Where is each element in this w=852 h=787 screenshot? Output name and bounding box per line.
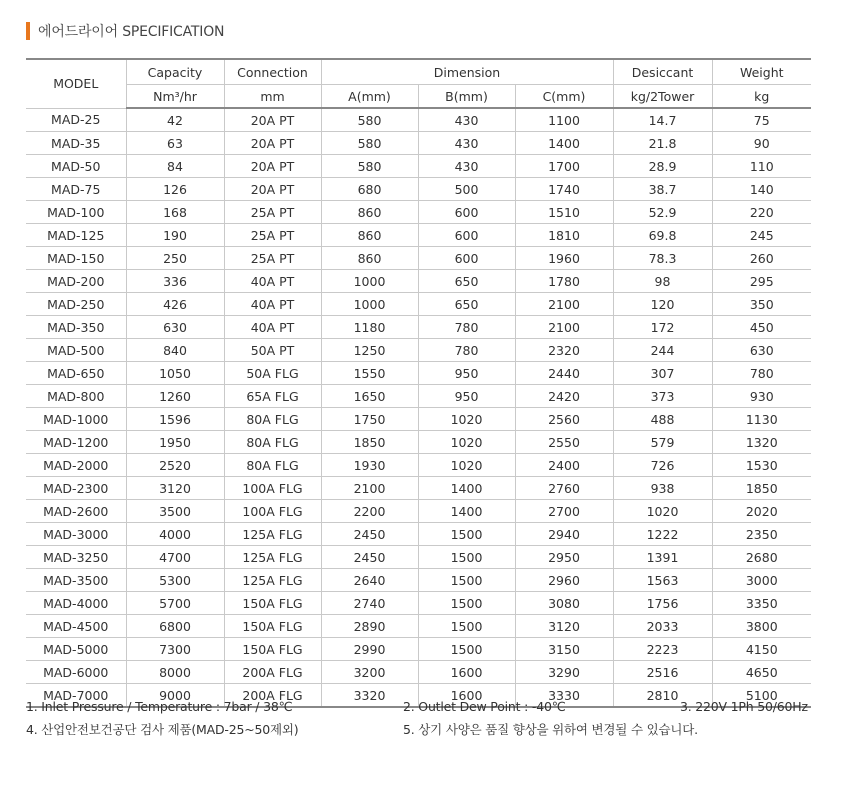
table-row [26, 339, 811, 362]
cell-dim-c: 2100 [515, 293, 613, 316]
table-row [26, 108, 811, 132]
cell-dim-b: 430 [418, 155, 515, 178]
cell-dim-a: 580 [321, 108, 418, 132]
cell-capacity: 84 [126, 155, 224, 178]
cell-capacity: 9000 [126, 684, 224, 708]
cell-dim-b: 1500 [418, 638, 515, 661]
table-row [26, 155, 811, 178]
cell-dim-c: 1100 [515, 108, 613, 132]
cell-dim-b: 430 [418, 108, 515, 132]
cell-weight: 4150 [712, 638, 811, 661]
cell-desiccant: 38.7 [613, 178, 712, 201]
cell-desiccant: 726 [613, 454, 712, 477]
header-connection: Connection [224, 59, 321, 85]
cell-desiccant: 244 [613, 339, 712, 362]
cell-desiccant: 1222 [613, 523, 712, 546]
cell-dim-c: 3080 [515, 592, 613, 615]
note-power: 3. 220V 1Ph 50/60Hz [680, 699, 808, 714]
cell-dim-a: 1180 [321, 316, 418, 339]
cell-desiccant: 120 [613, 293, 712, 316]
cell-desiccant: 21.8 [613, 132, 712, 155]
cell-dim-a: 2200 [321, 500, 418, 523]
cell-weight: 75 [712, 108, 811, 132]
cell-capacity: 126 [126, 178, 224, 201]
cell-connection: 20A PT [224, 155, 321, 178]
cell-model: MAD-1000 [26, 408, 126, 431]
cell-model: MAD-35 [26, 132, 126, 155]
cell-capacity: 4700 [126, 546, 224, 569]
cell-dim-b: 1400 [418, 477, 515, 500]
cell-model: MAD-350 [26, 316, 126, 339]
cell-connection: 125A FLG [224, 523, 321, 546]
cell-dim-a: 1850 [321, 431, 418, 454]
cell-dim-c: 2550 [515, 431, 613, 454]
note-spec-change: 5. 상기 사양은 품질 향상을 위하여 변경될 수 있습니다. [403, 722, 698, 737]
cell-capacity: 5300 [126, 569, 224, 592]
cell-weight: 1850 [712, 477, 811, 500]
cell-capacity: 250 [126, 247, 224, 270]
cell-dim-a: 580 [321, 132, 418, 155]
cell-capacity: 6800 [126, 615, 224, 638]
cell-weight: 90 [712, 132, 811, 155]
table-row [26, 592, 811, 615]
cell-weight: 1320 [712, 431, 811, 454]
cell-desiccant: 2810 [613, 684, 712, 708]
table-row [26, 546, 811, 569]
spec-table [26, 58, 811, 708]
table-row [26, 569, 811, 592]
cell-dim-c: 3330 [515, 684, 613, 708]
table-row [26, 408, 811, 431]
cell-desiccant: 1391 [613, 546, 712, 569]
cell-model: MAD-6000 [26, 661, 126, 684]
cell-weight: 1530 [712, 454, 811, 477]
table-row [26, 270, 811, 293]
cell-desiccant: 938 [613, 477, 712, 500]
cell-dim-c: 3120 [515, 615, 613, 638]
cell-capacity: 1596 [126, 408, 224, 431]
cell-connection: 40A PT [224, 293, 321, 316]
cell-dim-c: 2100 [515, 316, 613, 339]
cell-desiccant: 98 [613, 270, 712, 293]
cell-dim-b: 1500 [418, 569, 515, 592]
cell-dim-a: 1000 [321, 270, 418, 293]
cell-capacity: 426 [126, 293, 224, 316]
table-row [26, 132, 811, 155]
table-row [26, 201, 811, 224]
cell-dim-b: 600 [418, 201, 515, 224]
cell-desiccant: 373 [613, 385, 712, 408]
cell-weight: 5100 [712, 684, 811, 708]
cell-model: MAD-2300 [26, 477, 126, 500]
table-row [26, 431, 811, 454]
cell-dim-b: 1500 [418, 592, 515, 615]
cell-dim-c: 1780 [515, 270, 613, 293]
title-accent-bar [26, 22, 30, 40]
cell-dim-a: 1000 [321, 293, 418, 316]
table-row [26, 477, 811, 500]
cell-desiccant: 14.7 [613, 108, 712, 132]
header-dimension-a: A(mm) [321, 85, 418, 109]
cell-connection: 20A PT [224, 178, 321, 201]
cell-desiccant: 1756 [613, 592, 712, 615]
cell-desiccant: 1020 [613, 500, 712, 523]
table-row [26, 454, 811, 477]
cell-dim-c: 2420 [515, 385, 613, 408]
cell-dim-c: 3150 [515, 638, 613, 661]
cell-weight: 295 [712, 270, 811, 293]
cell-dim-c: 1810 [515, 224, 613, 247]
cell-dim-c: 2940 [515, 523, 613, 546]
header-dimension-b: B(mm) [418, 85, 515, 109]
cell-dim-a: 2100 [321, 477, 418, 500]
cell-dim-c: 2400 [515, 454, 613, 477]
cell-capacity: 168 [126, 201, 224, 224]
cell-model: MAD-1200 [26, 431, 126, 454]
cell-weight: 350 [712, 293, 811, 316]
cell-dim-c: 1960 [515, 247, 613, 270]
cell-model: MAD-3250 [26, 546, 126, 569]
cell-model: MAD-7000 [26, 684, 126, 708]
cell-desiccant: 488 [613, 408, 712, 431]
cell-model: MAD-3500 [26, 569, 126, 592]
cell-weight: 260 [712, 247, 811, 270]
cell-connection: 200A FLG [224, 684, 321, 708]
cell-dim-c: 2560 [515, 408, 613, 431]
cell-dim-a: 860 [321, 247, 418, 270]
cell-connection: 100A FLG [224, 477, 321, 500]
note-inlet-pressure: 1. Inlet Pressure / Temperature : 7bar / 38℃ [26, 699, 293, 714]
cell-model: MAD-500 [26, 339, 126, 362]
cell-connection: 50A FLG [224, 362, 321, 385]
header-model: MODEL [26, 59, 126, 108]
cell-weight: 220 [712, 201, 811, 224]
cell-weight: 2020 [712, 500, 811, 523]
cell-dim-b: 950 [418, 362, 515, 385]
cell-connection: 20A PT [224, 108, 321, 132]
cell-dim-a: 1650 [321, 385, 418, 408]
cell-dim-b: 1500 [418, 523, 515, 546]
header-desiccant-unit: kg/2Tower [613, 85, 712, 109]
cell-model: MAD-2000 [26, 454, 126, 477]
cell-connection: 150A FLG [224, 592, 321, 615]
cell-dim-a: 1930 [321, 454, 418, 477]
cell-model: MAD-200 [26, 270, 126, 293]
cell-connection: 200A FLG [224, 661, 321, 684]
cell-weight: 245 [712, 224, 811, 247]
cell-dim-a: 680 [321, 178, 418, 201]
cell-dim-b: 650 [418, 270, 515, 293]
cell-desiccant: 2033 [613, 615, 712, 638]
cell-dim-c: 2960 [515, 569, 613, 592]
cell-model: MAD-650 [26, 362, 126, 385]
cell-desiccant: 579 [613, 431, 712, 454]
cell-desiccant: 172 [613, 316, 712, 339]
cell-desiccant: 52.9 [613, 201, 712, 224]
cell-dim-c: 2700 [515, 500, 613, 523]
cell-weight: 780 [712, 362, 811, 385]
cell-model: MAD-50 [26, 155, 126, 178]
table-row [26, 523, 811, 546]
cell-weight: 450 [712, 316, 811, 339]
cell-dim-b: 1020 [418, 408, 515, 431]
cell-model: MAD-250 [26, 293, 126, 316]
cell-model: MAD-150 [26, 247, 126, 270]
cell-desiccant: 2516 [613, 661, 712, 684]
table-row [26, 615, 811, 638]
cell-dim-a: 3200 [321, 661, 418, 684]
table-row [26, 316, 811, 339]
cell-dim-a: 1550 [321, 362, 418, 385]
cell-connection: 125A FLG [224, 546, 321, 569]
table-row [26, 224, 811, 247]
cell-connection: 80A FLG [224, 408, 321, 431]
cell-desiccant: 1563 [613, 569, 712, 592]
header-weight-unit: kg [712, 85, 811, 109]
cell-capacity: 7300 [126, 638, 224, 661]
cell-capacity: 336 [126, 270, 224, 293]
header-desiccant: Desiccant [613, 59, 712, 85]
cell-model: MAD-25 [26, 108, 126, 132]
cell-connection: 150A FLG [224, 615, 321, 638]
cell-dim-b: 500 [418, 178, 515, 201]
cell-connection: 40A PT [224, 316, 321, 339]
cell-model: MAD-5000 [26, 638, 126, 661]
cell-dim-c: 2950 [515, 546, 613, 569]
cell-dim-b: 1600 [418, 661, 515, 684]
cell-dim-b: 600 [418, 247, 515, 270]
header-capacity: Capacity [126, 59, 224, 85]
cell-capacity: 4000 [126, 523, 224, 546]
cell-model: MAD-3000 [26, 523, 126, 546]
cell-dim-a: 2450 [321, 546, 418, 569]
cell-desiccant: 69.8 [613, 224, 712, 247]
cell-dim-b: 950 [418, 385, 515, 408]
cell-connection: 125A FLG [224, 569, 321, 592]
cell-weight: 2680 [712, 546, 811, 569]
cell-capacity: 1260 [126, 385, 224, 408]
cell-dim-a: 1750 [321, 408, 418, 431]
cell-dim-b: 1400 [418, 500, 515, 523]
cell-dim-a: 2990 [321, 638, 418, 661]
cell-dim-a: 2890 [321, 615, 418, 638]
cell-connection: 25A PT [224, 224, 321, 247]
cell-model: MAD-800 [26, 385, 126, 408]
cell-weight: 930 [712, 385, 811, 408]
cell-dim-a: 580 [321, 155, 418, 178]
cell-capacity: 190 [126, 224, 224, 247]
cell-dim-c: 2440 [515, 362, 613, 385]
cell-desiccant: 2223 [613, 638, 712, 661]
cell-model: MAD-4000 [26, 592, 126, 615]
header-dimension-c: C(mm) [515, 85, 613, 109]
cell-capacity: 1950 [126, 431, 224, 454]
cell-dim-b: 780 [418, 339, 515, 362]
cell-dim-c: 3290 [515, 661, 613, 684]
cell-dim-a: 860 [321, 201, 418, 224]
table-row [26, 385, 811, 408]
cell-connection: 65A FLG [224, 385, 321, 408]
cell-connection: 25A PT [224, 247, 321, 270]
cell-capacity: 42 [126, 108, 224, 132]
table-header [26, 59, 811, 108]
table-row [26, 247, 811, 270]
title-text: 에어드라이어 SPECIFICATION [38, 24, 225, 40]
cell-dim-c: 1700 [515, 155, 613, 178]
section-title [26, 22, 224, 40]
cell-weight: 4650 [712, 661, 811, 684]
cell-model: MAD-100 [26, 201, 126, 224]
cell-dim-c: 1510 [515, 201, 613, 224]
cell-weight: 2350 [712, 523, 811, 546]
cell-model: MAD-2600 [26, 500, 126, 523]
cell-dim-b: 600 [418, 224, 515, 247]
cell-dim-b: 650 [418, 293, 515, 316]
note-inspection: 4. 산업안전보건공단 검사 제품(MAD-25~50제외) [26, 722, 299, 737]
cell-desiccant: 28.9 [613, 155, 712, 178]
header-connection-unit: mm [224, 85, 321, 109]
cell-dim-a: 2740 [321, 592, 418, 615]
cell-connection: 80A FLG [224, 454, 321, 477]
cell-dim-b: 1500 [418, 615, 515, 638]
cell-connection: 80A FLG [224, 431, 321, 454]
cell-dim-b: 1020 [418, 454, 515, 477]
cell-dim-c: 1400 [515, 132, 613, 155]
note-outlet-dew-point: 2. Outlet Dew Point : -40℃ [403, 699, 566, 714]
cell-weight: 1130 [712, 408, 811, 431]
cell-capacity: 2520 [126, 454, 224, 477]
cell-connection: 25A PT [224, 201, 321, 224]
table-row [26, 362, 811, 385]
cell-weight: 140 [712, 178, 811, 201]
table-row [26, 178, 811, 201]
cell-capacity: 8000 [126, 661, 224, 684]
cell-dim-a: 1250 [321, 339, 418, 362]
cell-desiccant: 78.3 [613, 247, 712, 270]
cell-dim-a: 2450 [321, 523, 418, 546]
cell-connection: 20A PT [224, 132, 321, 155]
cell-dim-c: 1740 [515, 178, 613, 201]
cell-connection: 50A PT [224, 339, 321, 362]
cell-model: MAD-125 [26, 224, 126, 247]
cell-dim-a: 3320 [321, 684, 418, 708]
cell-dim-a: 860 [321, 224, 418, 247]
table-row [26, 638, 811, 661]
cell-weight: 3350 [712, 592, 811, 615]
cell-dim-b: 1020 [418, 431, 515, 454]
header-capacity-unit: Nm³/hr [126, 85, 224, 109]
cell-dim-b: 1600 [418, 684, 515, 708]
table-row [26, 500, 811, 523]
cell-dim-b: 780 [418, 316, 515, 339]
cell-capacity: 3500 [126, 500, 224, 523]
cell-desiccant: 307 [613, 362, 712, 385]
table-row [26, 293, 811, 316]
cell-connection: 150A FLG [224, 638, 321, 661]
cell-weight: 3000 [712, 569, 811, 592]
cell-weight: 630 [712, 339, 811, 362]
cell-capacity: 63 [126, 132, 224, 155]
header-weight: Weight [712, 59, 811, 85]
cell-dim-c: 2320 [515, 339, 613, 362]
cell-connection: 100A FLG [224, 500, 321, 523]
cell-weight: 110 [712, 155, 811, 178]
cell-capacity: 630 [126, 316, 224, 339]
header-dimension: Dimension [321, 59, 613, 85]
cell-weight: 3800 [712, 615, 811, 638]
cell-model: MAD-75 [26, 178, 126, 201]
cell-capacity: 5700 [126, 592, 224, 615]
cell-dim-b: 1500 [418, 546, 515, 569]
cell-capacity: 1050 [126, 362, 224, 385]
cell-dim-c: 2760 [515, 477, 613, 500]
table-body [26, 108, 811, 707]
cell-dim-a: 2640 [321, 569, 418, 592]
cell-dim-b: 430 [418, 132, 515, 155]
table-row [26, 661, 811, 684]
cell-connection: 40A PT [224, 270, 321, 293]
cell-capacity: 3120 [126, 477, 224, 500]
cell-model: MAD-4500 [26, 615, 126, 638]
cell-capacity: 840 [126, 339, 224, 362]
